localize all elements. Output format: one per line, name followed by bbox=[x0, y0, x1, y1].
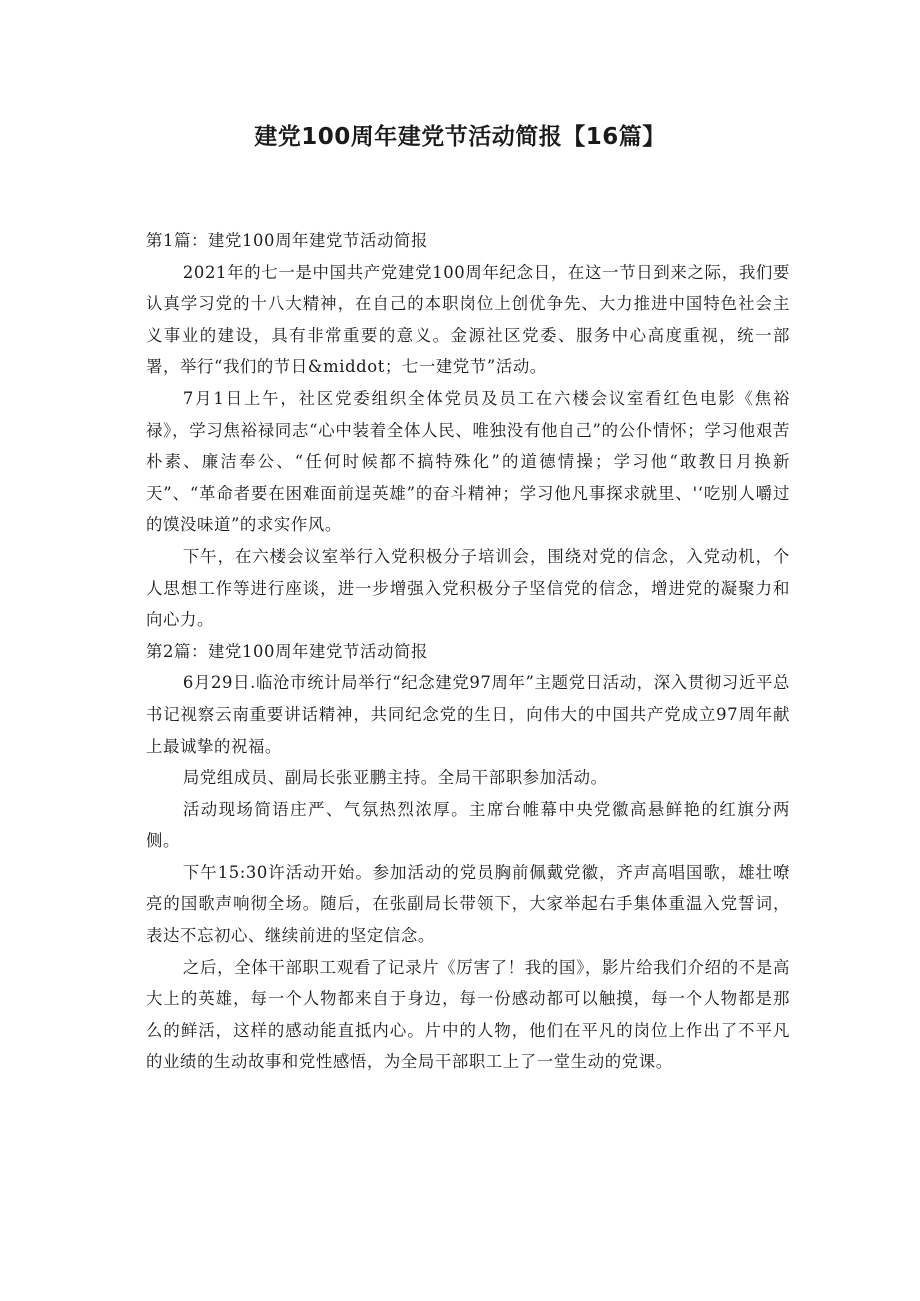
paragraph: 6月29日.临沧市统计局举行“纪念建党97周年”主题党日活动，深入贯彻习近平总书记视察云南重要讲话精神，共同纪念党的生日，向伟大的中国共产党成立97周年献上最诚挚的祝福。 bbox=[146, 673, 790, 756]
section-heading-2: 第2篇：建党100周年建党节活动简报 bbox=[146, 641, 428, 661]
paragraph: 之后，全体干部职工观看了记录片《厉害了！我的国》，影片给我们介绍的不是高大上的英雄，每一个人物都来自于身边，每一份感动都可以触摸，每一个人物都是那么的鲜活，这样的感动能直抵内心。片中的人物，他们在平凡的岗位上作出了不平凡的业绩的生动故事和党性感悟，为全局干部职工上了一堂生动的党课。 bbox=[146, 957, 790, 1072]
paragraph: 2021年的七一是中国共产党建党100周年纪念日，在这一节日到来之际，我们要认真学习党的十八大精神，在自己的本职岗位上创优争先、大力推进中国特色社会主义事业的建设，具有非常重要的意义。金源社区党委、服务中心高度重视，统一部署，举行“我们的节日&middot；七一建党节”活动。 bbox=[146, 262, 790, 377]
paragraph: 活动现场简语庄严、气氛热烈浓厚。主席台帷幕中央党徽高悬鲜艳的红旗分两侧。 bbox=[146, 799, 790, 851]
paragraph: 下午，在六楼会议室举行入党积极分子培训会，围绕对党的信念，入党动机，个人思想工作等进行座谈，进一步增强入党积极分子坚信党的信念，增进党的凝聚力和向心力。 bbox=[146, 546, 790, 630]
paragraph: 下午15:30许活动开始。参加活动的党员胸前佩戴党徽，齐声高唱国歌，雄壮嘹亮的国歌声响彻全场。随后，在张副局长带领下，大家举起右手集体重温入党誓词，表达不忘初心、继续前进的坚定信念。 bbox=[146, 862, 790, 946]
document-title: 建党100周年建党节活动简报【16篇】 bbox=[254, 124, 666, 150]
section-heading-1: 第1篇：建党100周年建党节活动简报 bbox=[146, 231, 428, 250]
paragraph: 7月1日上午，社区党委组织全体党员及员工在六楼会议室看红色电影《焦裕禄》，学习焦裕禄同志“心中装着全体人民、唯独没有他自己”的公仆情怀；学习他艰苦朴素、廉洁奉公、“任何时候都不搞特殊化”的道德情操；学习他“敢教日月换新天”、“革命者要在困难面前逞英雄”的奋斗精神；学习他凡事探求就里、'‘吃别人嚼过的馍没味道”的求实作风。 bbox=[146, 388, 790, 535]
paragraph: 局党组成员、副局长张亚鹏主持。全局干部职参加活动。 bbox=[182, 768, 608, 788]
document-body bbox=[146, 225, 790, 1078]
